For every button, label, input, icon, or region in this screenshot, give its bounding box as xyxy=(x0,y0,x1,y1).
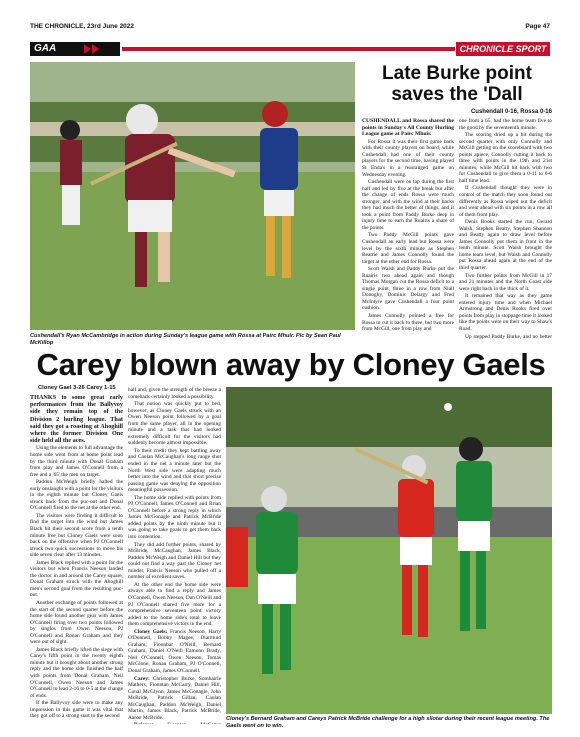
story2-paragraph: They did add further points, shared by McBride, McCaughan, James Black, Paddon McWeigh and Daniel Hill but they could not find a way past the Cloney net minder, Francis Neeson who pulled off a number of excellent saves. xyxy=(128,541,221,581)
story2-paragraph: If the Ballyvoy side were to make any impression in this game it was vital that they got off to a strong start to the second xyxy=(30,700,123,720)
story1-paragraph: It remained that way as they game entered injury time and when Michael Armstrong and Denis Rooks fired over points from play in stoppage time it looked like the points were on their way to Shaw's Road. xyxy=(459,293,552,332)
photo-illustration xyxy=(30,62,355,330)
story1-paragraph: Up stepped Paddy Burke, and no better xyxy=(465,333,552,340)
story1-paragraph: one from a 65, had the home team five to the good by the seventeenth minute. xyxy=(459,118,552,131)
story1-paragraph: If Cushendall thought they were in control of the match they soon found out differently as Rossa wiped out the deficit and went ahead with six points in a row all of them from play. xyxy=(459,185,552,218)
story2-paragraph: The home side replied with points from PJ O'Connell, James O'Connell and Brian O'Connell before a strong reply in which James McGonagle and Patrick McBride added points by the ninth minute but it was going to take goals to get them back into contention. xyxy=(128,494,221,541)
banner-rule xyxy=(122,47,455,51)
story1-paragraph: Two Paddy McGill points gave Cushendall an early lead but Rossa were level by the sixth minute as Stephen Beatrie and James Connolly found the target at the other end for Rossa. xyxy=(362,232,454,265)
story1-paragraph: Scott Walsh and Paddy Burke put the Ruairis two ahead again and though Thomas Morgan cut the Rossa deficit to a single point, three in a row from Niall Donoghy, Dominic Delargy and Fred McIntyre gave Cushendall a four point cushion. xyxy=(362,266,454,312)
hurling-photo-cloney xyxy=(226,387,552,714)
scoreline-cushendall: Cushendall 0-16, Rossa 0-16 xyxy=(470,109,552,115)
story2-paragraph: half and, given the strength of the breeze a comeback certainly looked a possibility. xyxy=(128,387,221,400)
paper-date: THE CHRONICLE, 23rd June 2022 xyxy=(30,23,135,30)
arrow-icon xyxy=(84,44,91,54)
team-lineup xyxy=(128,676,221,722)
story2-paragraph: James Black briefly lifted the siege with Carey's fifth point in the twenty eighth minute but it brought about another strong reply and the home side finished the half with points from Donal Graham, Neil O'Connell, Owen Neeson and James O'Connell to lead 2-16 to 0-5 at the change of ends. xyxy=(30,646,123,699)
story1-paragraph: Denis Rooks started the run, Gerard Walsh, Stephen Beatty, Stephen Shannon and Beatty again to draw level before James Connolly put them in front in the tenth minute. Scott Walsh brought the home team level, but Walsh and Connolly put Rossa ahead again at the end of the third quarter. xyxy=(459,219,552,272)
story1-paragraph: Cushendall were on top during the first half and led by five at the break but after the change of ends Rossa were much stronger, and with the wind at their backs they had much the better of things, and it took a point from Paddy Burke deep in injury time to earn the Ruairis a share of the points. xyxy=(362,179,454,231)
story1-lead: CUSHENDALL and Rossa shared the points in Sunday's All County Hurling League game at Pairc Mhuir. xyxy=(362,118,454,138)
story2-paragraph: James Black replied with a point for the visitors but when Francis Neeson landed the doctor in and around the Carey square, Donal Graham struck with the Ahoghill men's second goal from the resulting puc-out. xyxy=(30,559,123,599)
headline-carey-blown-away: Carey blown away by Cloney Gaels xyxy=(36,347,546,382)
story2-paragraph: Paddon McWeigh briefly halted the early onslaught with a point for the visitors in the eighth minute but Cloney Gaels struck back from the puc-out and Donal O'Connell fired to the net at the other end. xyxy=(30,479,123,512)
scoreline-cloney: Cloney Gael 3-26 Carey 1-15 xyxy=(38,385,116,391)
story2-paragraph: Another exchange of points followed at the start of the second quarter before the home side found another gear with James O'Connell firing over two points followed by singles from Owen Neeson, PJ O'Connell and Ronan Graham and they were out of sight. xyxy=(30,600,123,646)
page-number: Page 47 xyxy=(525,23,550,30)
story2-column-2 xyxy=(128,387,221,724)
photo-caption-cloney: Cloney's Bernard Graham and Careys Patrick McBride challenge for a high sliotar during their recent league meeting. The Gaels went on to win. xyxy=(226,716,550,729)
story1-paragraph: Two further points from McGill in 17 and 21 minutes and the North Coast side were right back in the thick of it. xyxy=(459,272,552,292)
story2-paragraph: To their credit they kept battling away and Caolan McCaughan's long range shot ended in the net a minute later but the North West side were adapting much better into the wind and that short precise passing game was denying the opposition meaningful possession. xyxy=(128,447,221,494)
arrow-icon xyxy=(92,44,99,54)
headline-late-burke: Late Burke point saves the 'Dall xyxy=(382,63,532,105)
hurling-photo-cushendall xyxy=(30,62,355,330)
section-prefix: CHRONICLE xyxy=(459,44,516,54)
section-label xyxy=(456,42,550,56)
team-label: Carey: xyxy=(134,675,150,682)
section-banner xyxy=(30,42,550,56)
story2-lead: THANKS to some great early performances from the Ballyvoy side they remain top of the Division 2 hurling league. That said they got a roasting at Ahoghill where the former Division One side held all the aces. xyxy=(30,394,123,445)
story1-column-1 xyxy=(362,118,454,340)
story1-column-2 xyxy=(459,118,552,340)
gaa-label: GAA xyxy=(34,43,57,54)
story1-paragraph: The scoring dried up a bit during the second quarter with only Connolly and McGill getting on the scoreboard with two points apiece, Connolly cutting it back to three with points in the 19th and 21st minutes, while McGill hit back with two for Cushendall to give them a 0-11 to 0-6 half time lead. xyxy=(459,132,552,184)
photo-caption-cushendall: Cushendall's Ryan McCambridge in action during Sunday's league game with Rossa at Pairc Mhuir. Pic by Sean Paul McKillop xyxy=(30,333,341,346)
story2-paragraph: That notion was quickly put to bed, however, as Cloney Gaels struck with an Owen Neeson point followed by a goal from the same player, all in the opening minute and a task that had looked extremely difficult for the visitors had suddenly become almost impossible. xyxy=(128,401,221,447)
story2-column-1 xyxy=(30,394,123,724)
story1-paragraph: James Connolly pointed a free for Rossa to cut it back to three, but two more from McGill, one from play and xyxy=(362,313,454,333)
story2-paragraph: Using the elements to full advantage the home side went from at home point lead by the third minute with Donal Graham from play and James O'Connell from a free and a '65' the men on target. xyxy=(30,445,123,478)
section-name: SPORT xyxy=(515,44,547,54)
team-lineup xyxy=(128,629,221,675)
team-players: Francis Neeson, Harry O'Donnell, Bobby Magee, Diarmuid Graham, Fionnbar O'Neill, Bernard Graham, Daniel O'Neill Eamonn Brady, Neil O'Connell, Owen Neeson, Tomas McGlone, Ronan Graham, PJ O'Connell, Donal Graham, James O'Connell. xyxy=(128,628,221,674)
referee-label xyxy=(134,722,153,724)
story1-paragraph: For Rossa it was their first game back with their county players on board, while Cushendall had one of their county players for the second time, having played St Enda's in a rearranged game on Wednesday evening. xyxy=(362,138,454,178)
referee-line xyxy=(128,722,221,724)
team-players: Christopher Burke, Somhairle Mathers, Fionntan McCarry, Daniel Hill, Conal McGlynn, James McGonagle, John McBride, Patrick Gillan, Caolan McCaughan, Paddon McWeigh, Daniel Martin, James Black, Patrick McBride, Aaron McBride. xyxy=(128,675,221,721)
team-label: Cloney Gaels: xyxy=(134,628,168,635)
gaa-logo xyxy=(30,42,120,56)
page-header xyxy=(30,23,550,33)
story2-paragraph: At the other end the home side were always able to find a reply and James O'Connell, Owen Neeson, Dan O'Neill and PJ O'Connell shared five more for a comprehensive seventeen point victory added to the home side's total to leave them comprehensive victors in the end. xyxy=(128,581,221,628)
photo-illustration xyxy=(226,387,552,714)
story2-paragraph: The visitors were finding it difficult to find the target into the wind but James Black hit their second score from a tenth minute free but Cloney Gaels were soon back on the offensive when PJ O'Connell struck two quick successions to move his side seven clear after 13 minutes. xyxy=(30,512,123,559)
